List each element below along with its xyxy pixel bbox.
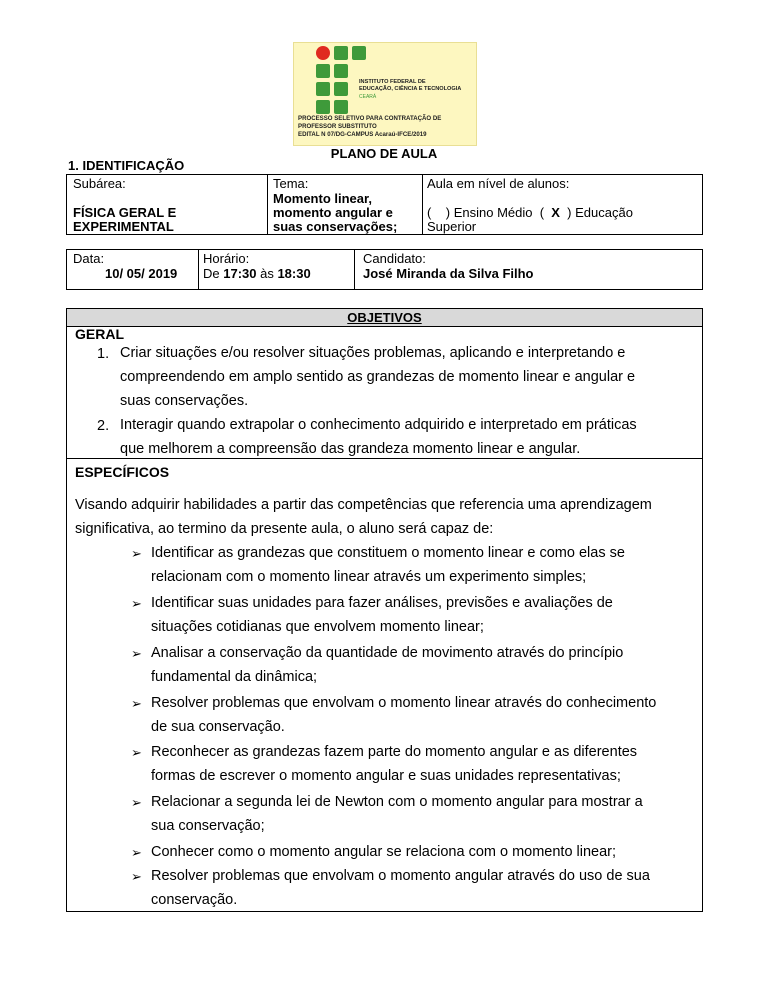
logo-state-text: CEARÁ	[359, 94, 377, 100]
logo-green-square	[316, 100, 330, 114]
geral-heading: GERAL	[75, 326, 124, 342]
logo-green-square	[334, 64, 348, 78]
logo-green-square	[316, 82, 330, 96]
especifico-item: Analisar a conservação da quantidade de movimento através do princípio fundamental da dinâmica;	[151, 645, 624, 685]
especifico-item: Resolver problemas que envolvam o momento angular através do uso de sua conservação.	[151, 868, 650, 908]
geral-item-number: 1.	[97, 346, 110, 362]
arrow-bullet-icon: ➢	[131, 795, 142, 810]
geral-item-number: 2.	[97, 418, 110, 434]
aula-selected-mark: X	[551, 205, 560, 220]
geral-item: Interagir quando extrapolar o conhecimento adquirido e interpretado em práticas que melhorem a compreensão das grandeza momento linear e angular.	[120, 417, 637, 457]
tema-label: Tema:	[273, 176, 309, 191]
arrow-bullet-icon: ➢	[131, 845, 142, 860]
logo-green-square	[334, 82, 348, 96]
especifico-item: Resolver problemas que envolvam o momento linear através do conhecimento de sua conservação.	[151, 695, 657, 735]
logo-institute-text: INSTITUTO FEDERAL DE EDUCAÇÃO, CIÊNCIA E TECNOLOGIA	[359, 79, 462, 92]
especifico-item: Relacionar a segunda lei de Newton com o momento angular para mostrar a sua conservação;	[151, 794, 643, 834]
data-label: Data:	[73, 251, 105, 266]
subarea-label: Subárea:	[73, 176, 126, 191]
subarea-value: FÍSICA GERAL E EXPERIMENTAL	[73, 205, 177, 234]
horario-value: De 17:30 às 18:30	[203, 266, 311, 281]
identification-table	[66, 174, 703, 235]
arrow-bullet-icon: ➢	[131, 696, 142, 711]
arrow-bullet-icon: ➢	[131, 745, 142, 760]
objetivos-heading: OBJETIVOS	[67, 309, 702, 327]
candidato-value: José Miranda da Silva Filho	[363, 266, 534, 281]
logo-red-circle	[316, 46, 330, 60]
especifico-item: Conhecer como o momento angular se relaciona com o momento linear;	[151, 844, 617, 860]
data-value: 10/ 05/ 2019	[105, 266, 178, 281]
institution-logo	[293, 42, 477, 146]
schedule-table	[66, 249, 703, 290]
logo-green-square	[316, 64, 330, 78]
logo-green-square	[334, 100, 348, 114]
objetivos-table	[66, 308, 703, 912]
arrow-bullet-icon: ➢	[131, 596, 142, 611]
candidato-label: Candidato:	[363, 251, 426, 266]
aula-options: ( ) Ensino Médio ( X ) Educação Superior	[427, 205, 633, 234]
logo-process-text: PROCESSO SELETIVO PARA CONTRATAÇÃO DE PROFESSOR SUBSTITUTO EDITAL N 07/DG-CAMPUS Acaraú-IFCE/2019	[298, 115, 442, 138]
arrow-bullet-icon: ➢	[131, 646, 142, 661]
arrow-bullet-icon: ➢	[131, 546, 142, 561]
geral-item: Criar situações e/ou resolver situações problemas, aplicando e interpretando e compreendendo em amplo sentido as grandezas de momento linear e angular e suas conservações.	[120, 345, 636, 409]
page-title: PLANO DE AULA	[330, 146, 438, 161]
aula-label: Aula em nível de alunos:	[427, 176, 570, 191]
arrow-bullet-icon: ➢	[131, 869, 142, 884]
logo-green-square	[334, 46, 348, 60]
especificos-intro: Visando adquirir habilidades a partir das competências que referencia uma aprendizagem significativa, ao termino da presente aula, o aluno será capaz de:	[75, 497, 652, 537]
tema-value: Momento linear, momento angular e suas conservações;	[273, 191, 398, 234]
especificos-heading: ESPECÍFICOS	[75, 464, 170, 480]
logo-green-square	[352, 46, 366, 60]
section-identificacao-heading: 1. IDENTIFICAÇÃO	[68, 158, 185, 173]
especifico-item: Reconhecer as grandezas fazem parte do momento angular e as diferentes formas de escrever o momento angular e suas unidades representativas;	[151, 744, 638, 784]
especifico-item: Identificar as grandezas que constituem o momento linear e como elas se relacionam com o momento linear através um experimento simples;	[151, 545, 625, 585]
especifico-item: Identificar suas unidades para fazer análises, previsões e avaliações de situações cotidianas que envolvem momento linear;	[151, 595, 613, 635]
horario-label: Horário:	[203, 251, 250, 266]
